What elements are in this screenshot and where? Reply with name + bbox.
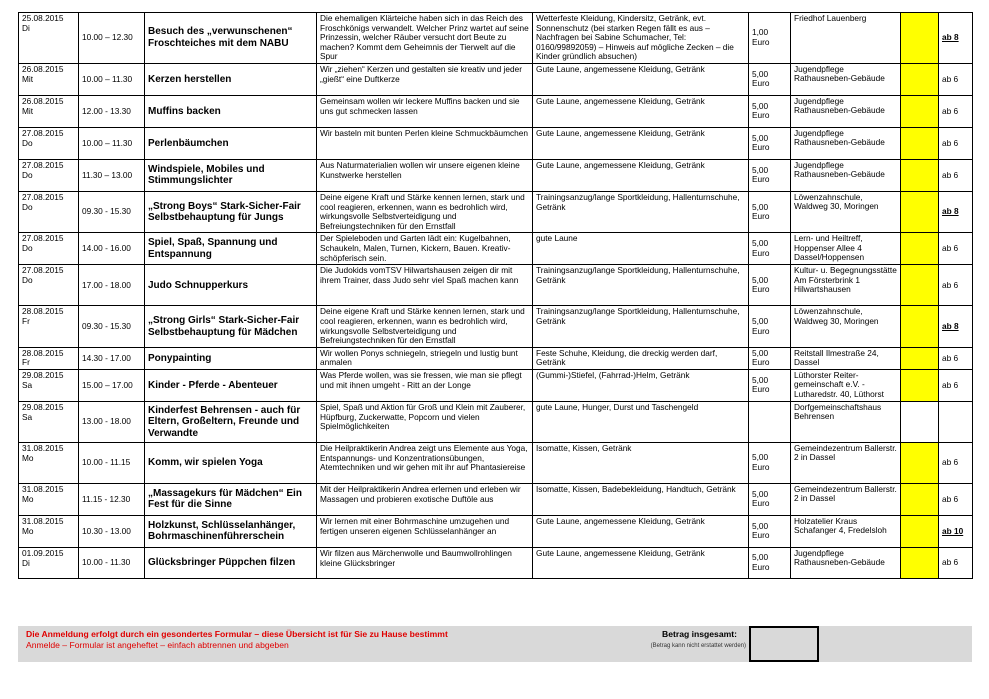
event-age-value: ab 6 [942,169,959,180]
event-bring-along: Trainingsanzug/lange Sportkleidung, Hallenturnschuhe, Getränk [533,265,749,306]
table-row [19,483,973,515]
event-weekday: Do [22,169,33,180]
event-location: Gemeindezentrum Ballerstr. 2 in Dassel [791,483,901,515]
event-title: Windspiele, Mobiles und Stimmungslichter [145,159,317,191]
event-location: Dorfgemeinschaftshaus Behrensen [791,401,901,442]
event-time: 10.00 – 11.30 [79,63,145,95]
event-location: Lern- und Heiltreff, Hoppenser Allee 4 Dassel/Hoppensen [791,233,901,265]
registration-checkbox-cell[interactable] [901,347,939,369]
event-description: Gemeinsam wollen wir leckere Muffins backen und sie uns gut schmecken lassen [317,95,533,127]
footer-panel [18,626,972,662]
event-age-value: ab 10 [942,525,964,536]
event-time: 11.15 - 12.30 [79,483,145,515]
event-date-value: 31.08.2015 [22,442,64,453]
event-location: Jugendpflege Rathausneben-Gebäude [791,95,901,127]
registration-checkbox-cell[interactable] [901,547,939,578]
registration-checkbox-cell[interactable] [901,483,939,515]
registration-checkbox-cell[interactable] [901,127,939,159]
event-time: 10.30 - 13.00 [79,515,145,547]
event-bring-along: Isomatte, Kissen, Getränk [533,442,749,483]
event-date [19,347,79,369]
event-date [19,13,79,64]
event-weekday: Do [22,137,33,148]
event-date-value: 31.08.2015 [22,515,64,526]
event-title: Besuch des „verwunschenen“ Froschteiches mit dem NABU [145,13,317,64]
event-title: Ponypainting [145,347,317,369]
event-cost: 5,00 Euro [749,483,791,515]
event-date-value: 27.08.2015 [22,265,64,276]
event-date [19,547,79,578]
event-bring-along: Gute Laune, angemessene Kleidung, Getränk [533,547,749,578]
event-age [939,191,973,232]
event-bring-along: Isomatte, Kissen, Badebekleidung, Handtuch, Getränk [533,483,749,515]
registration-checkbox-cell[interactable] [901,191,939,232]
registration-checkbox-cell[interactable] [901,401,939,442]
event-location: Gemeindezentrum Ballerstr. 2 in Dassel [791,442,901,483]
event-location: Reitstall Ilmestraße 24, Dassel [791,347,901,369]
event-title: Kinderfest Behrensen - auch für Eltern, Großeltern, Freunde und Verwandte [145,401,317,442]
event-bring-along: Trainingsanzug/lange Sportkleidung, Hallenturnschuhe, Getränk [533,306,749,347]
event-date [19,306,79,347]
event-bring-along: Gute Laune, angemessene Kleidung, Getränk [533,159,749,191]
event-bring-along: (Gummi-)Stiefel, (Fahrrad-)Helm, Getränk [533,369,749,401]
event-time: 14.30 - 17.00 [79,347,145,369]
event-description: Die Judokids vomTSV Hilwartshausen zeigen dir mit ihrem Trainer, dass Judo sehr viel Spaß machen kann [317,265,533,306]
event-age [939,95,973,127]
event-time: 09.30 - 15.30 [79,306,145,347]
event-weekday: Fr [22,357,30,368]
event-date [19,127,79,159]
registration-checkbox-cell[interactable] [901,442,939,483]
event-date [19,95,79,127]
event-time: 13.00 - 18.00 [79,401,145,442]
event-date-value: 27.08.2015 [22,191,64,202]
registration-checkbox-cell[interactable] [901,306,939,347]
event-date-value: 31.08.2015 [22,483,64,494]
event-age [939,547,973,578]
event-title: Kerzen herstellen [145,63,317,95]
table-row [19,306,973,347]
event-age [939,127,973,159]
event-weekday: Mit [22,73,34,84]
event-cost: 5,00 Euro [749,191,791,232]
event-time: 10.00 – 11.30 [79,127,145,159]
event-bring-along: Wetterfeste Kleidung, Kindersitz, Getränk, evt. Sonnenschutz (bei starken Regen fällt es aus – Nachfragen bei Sabine Schumacher, Tel: 0160/99892059) – Hinweis auf mögliche Zecken – die Kinder gründlich absuchen) [533,13,749,64]
event-location: Lüthorster Reiter-gemeinschaft e.V. - Lutharedstr. 40, Lüthorst [791,369,901,401]
total-amount-label: Betrag insgesamt: [662,629,737,639]
event-age-value: ab 8 [942,320,959,331]
event-bring-along: Gute Laune, angemessene Kleidung, Getränk [533,515,749,547]
event-date-value: 28.08.2015 [22,306,64,317]
event-title: „Strong Boys“ Stark-Sicher-Fair Selbstbehauptung für Jungs [145,191,317,232]
event-age-value: ab 6 [942,73,959,84]
table-row [19,347,973,369]
event-date [19,401,79,442]
event-description: Wir basteln mit bunten Perlen kleine Schmuckbäumchen [317,127,533,159]
event-description: Wir wollen Ponys schniegeln, striegeln und lustig bunt anmalen [317,347,533,369]
event-time: 10.00 – 12.30 [79,13,145,64]
event-date-value: 29.08.2015 [22,401,64,412]
event-cost: 5,00 Euro [749,369,791,401]
event-title: Muffins backen [145,95,317,127]
event-title: Holzkunst, Schlüsselanhänger, Bohrmaschinenführerschein [145,515,317,547]
event-time: 15.00 – 17.00 [79,369,145,401]
event-weekday: Mit [22,105,34,116]
event-title: Spiel, Spaß, Spannung und Entspannung [145,233,317,265]
table-row [19,401,973,442]
table-row [19,265,973,306]
event-age-value: ab 6 [942,243,959,254]
event-cost: 5,00 Euro [749,547,791,578]
event-date-value: 27.08.2015 [22,233,64,244]
event-description: Die ehemaligen Klärteiche haben sich in das Reich des Froschkönigs verwandelt. Welcher Prinz wartet auf seine Prinzessin, welcher Räuber versucht dort Beute zu machen? Kommt dem Geheimnis der Tierwelt auf die Spur [317,13,533,64]
event-date-value: 27.08.2015 [22,159,64,170]
registration-checkbox-cell[interactable] [901,95,939,127]
event-age [939,442,973,483]
event-location: Jugendpflege Rathausneben-Gebäude [791,127,901,159]
event-date [19,191,79,232]
event-weekday: Mo [22,452,34,463]
event-date [19,515,79,547]
event-date [19,233,79,265]
event-cost: 5,00 Euro [749,159,791,191]
schedule-table [18,12,973,579]
registration-checkbox-cell[interactable] [901,13,939,64]
event-age-value: ab 6 [942,105,959,116]
event-weekday: Do [22,274,33,285]
event-date-value: 25.08.2015 [22,13,64,23]
event-cost: 1,00 Euro [749,13,791,64]
event-description: Deine eigene Kraft und Stärke kennen lernen, stark und cool reagieren, erkennen, wann es bedrohlich wird, wirkungsvolle Selbstverteidigung und Befreiungstechniken für den Ernstfall [317,191,533,232]
event-date-value: 26.08.2015 [22,95,64,106]
event-weekday: Do [22,201,33,212]
event-location: Kultur- u. Begegnungsstätte Am Försterbrink 1 Hilwartshausen [791,265,901,306]
total-amount-note: (Betrag kann nicht erstattet werden) [650,643,746,649]
event-age-value: ab 6 [942,493,959,504]
event-date [19,265,79,306]
event-date-value: 29.08.2015 [22,369,64,380]
event-title: „Strong Girls“ Stark-Sicher-Fair Selbstbehauptung für Mädchen [145,306,317,347]
event-cost: 5,00 Euro [749,127,791,159]
table-row [19,515,973,547]
table-row [19,442,973,483]
event-description: Mit der Heilpraktikerin Andrea erlernen und erleben wir Massagen und probieren exotische Duftöle aus [317,483,533,515]
event-age-value: ab 6 [942,279,959,290]
event-age-value: ab 8 [942,206,959,217]
event-age-value: ab 8 [942,32,959,43]
event-time: 09.30 - 15.30 [79,191,145,232]
event-weekday: Mo [22,493,34,504]
event-cost: 5,00 Euro [749,442,791,483]
event-description: Die Heilpraktikerin Andrea zeigt uns Elemente aus Yoga, Entspannungs- und Konzentrationsübungen, Atemtechniken und wir gehen mit ihr auf Phantasiereise [317,442,533,483]
table-row [19,369,973,401]
event-location: Jugendpflege Rathausneben-Gebäude [791,159,901,191]
event-cost: 5,00 Euro [749,95,791,127]
event-cost: 5,00 Euro [749,347,791,369]
event-bring-along: Gute Laune, angemessene Kleidung, Getränk [533,63,749,95]
event-date-value: 28.08.2015 [22,347,64,358]
event-title: Perlenbäumchen [145,127,317,159]
event-bring-along: Gute Laune, angemessene Kleidung, Getränk [533,127,749,159]
event-weekday: Mo [22,525,34,536]
total-amount-field[interactable] [749,626,819,662]
event-time: 14.00 - 16.00 [79,233,145,265]
event-bring-along: gute Laune [533,233,749,265]
event-age [939,483,973,515]
event-bring-along: Gute Laune, angemessene Kleidung, Getränk [533,95,749,127]
event-description: Wir lernen mit einer Bohrmaschine umzugehen und fertigen unseren eigenen Schlüsselanhänger an [317,515,533,547]
event-location: Jugendpflege Rathausneben-Gebäude [791,63,901,95]
event-time: 11.30 – 13.00 [79,159,145,191]
event-description: Aus Naturmaterialien wollen wir unsere eigenen kleine Kunstwerke herstellen [317,159,533,191]
event-date-value: 01.09.2015 [22,547,64,558]
event-date [19,159,79,191]
table-row [19,547,973,578]
event-title: Kinder - Pferde - Abenteuer [145,369,317,401]
registration-checkbox-cell[interactable] [901,63,939,95]
event-title: „Massagekurs für Mädchen“ Ein Fest für die Sinne [145,483,317,515]
event-bring-along: Feste Schuhe, Kleidung, die dreckig werden darf, Getränk [533,347,749,369]
event-age [939,369,973,401]
table-row [19,63,973,95]
event-date-value: 26.08.2015 [22,63,64,74]
event-location: Jugendpflege Rathausneben-Gebäude [791,547,901,578]
event-age [939,63,973,95]
event-weekday: Sa [22,411,33,422]
event-time: 10.00 - 11.30 [79,547,145,578]
event-bring-along: Trainingsanzug/lange Sportkleidung, Hallenturnschuhe, Getränk [533,191,749,232]
event-date [19,63,79,95]
event-cost: 5,00 Euro [749,265,791,306]
event-time: 17.00 - 18.00 [79,265,145,306]
event-age-value: ab 6 [942,352,959,363]
event-description: Spiel, Spaß und Aktion für Groß und Klein mit Zauberer, Hüpfburg, Zuckerwatte, Popcorn und vielen Spielmöglichkeiten [317,401,533,442]
event-cost: 5,00 Euro [749,63,791,95]
event-weekday: Sa [22,379,33,390]
event-age [939,347,973,369]
event-cost: 5,00 Euro [749,306,791,347]
event-age [939,401,973,442]
registration-checkbox-cell[interactable] [901,515,939,547]
event-bring-along: gute Laune, Hunger, Durst und Taschengeld [533,401,749,442]
table-row [19,159,973,191]
event-date [19,369,79,401]
event-description: Wir „ziehen“ Kerzen und gestalten sie kreativ und jeder „gießt“ eine Duftkerze [317,63,533,95]
table-row [19,127,973,159]
footer-registration-note: Die Anmeldung erfolgt durch ein gesondertes Formular – diese Übersicht ist für Sie zu Hause bestimmt [26,629,448,639]
event-description: Wir filzen aus Märchenwolle und Baumwollrohlingen kleine Glücksbringer [317,547,533,578]
registration-checkbox-cell[interactable] [901,159,939,191]
event-time: 10.00 - 11.15 [79,442,145,483]
registration-checkbox-cell[interactable] [901,265,939,306]
event-date [19,483,79,515]
event-title: Komm, wir spielen Yoga [145,442,317,483]
event-age [939,13,973,64]
event-time: 12.00 - 13.30 [79,95,145,127]
event-age-value: ab 6 [942,379,959,390]
table-row [19,233,973,265]
event-weekday: Do [22,242,33,253]
event-age-value: ab 6 [942,137,959,148]
event-age [939,515,973,547]
event-description: Was Pferde wollen, was sie fressen, wie man sie pflegt und mit ihnen umgeht - Ritt an der Longe [317,369,533,401]
table-row [19,13,973,64]
event-weekday: Di [22,557,30,568]
event-cost: 5,00 Euro [749,515,791,547]
table-row [19,191,973,232]
event-cost [749,401,791,442]
event-age [939,265,973,306]
event-weekday: Fr [22,315,30,326]
event-date-value: 27.08.2015 [22,127,64,138]
event-location: Löwenzahnschule, Waldweg 30, Moringen [791,306,901,347]
event-age [939,159,973,191]
event-cost: 5,00 Euro [749,233,791,265]
event-age-value: ab 6 [942,457,959,468]
event-date [19,442,79,483]
event-age [939,306,973,347]
event-title: Judo Schnupperkurs [145,265,317,306]
event-age-value: ab 6 [942,557,959,568]
schedule-body [19,13,973,579]
event-location: Friedhof Lauenberg [791,13,901,64]
event-title: Glücksbringer Püppchen filzen [145,547,317,578]
registration-checkbox-cell[interactable] [901,233,939,265]
event-description: Deine eigene Kraft und Stärke kennen lernen, stark und cool reagieren, erkennen, wann es bedrohlich wird, wirkungsvolle Selbstverteidigung und Befreiungstechniken für den Ernstfall [317,306,533,347]
footer-form-note: Anmelde – Formular ist angeheftet – einfach abtrennen und abgeben [26,640,289,650]
event-description: Der Spieleboden und Garten lädt ein: Kugelbahnen, Schaukeln, Malen, Turnen, Kickern, Bauen. Kreativ-schöpferisch sein. [317,233,533,265]
event-location: Löwenzahnschule, Waldweg 30, Moringen [791,191,901,232]
event-weekday: Di [22,22,30,33]
registration-checkbox-cell[interactable] [901,369,939,401]
event-age [939,233,973,265]
table-row [19,95,973,127]
event-location: Holzatelier Kraus Schafanger 4, Fredelsloh [791,515,901,547]
